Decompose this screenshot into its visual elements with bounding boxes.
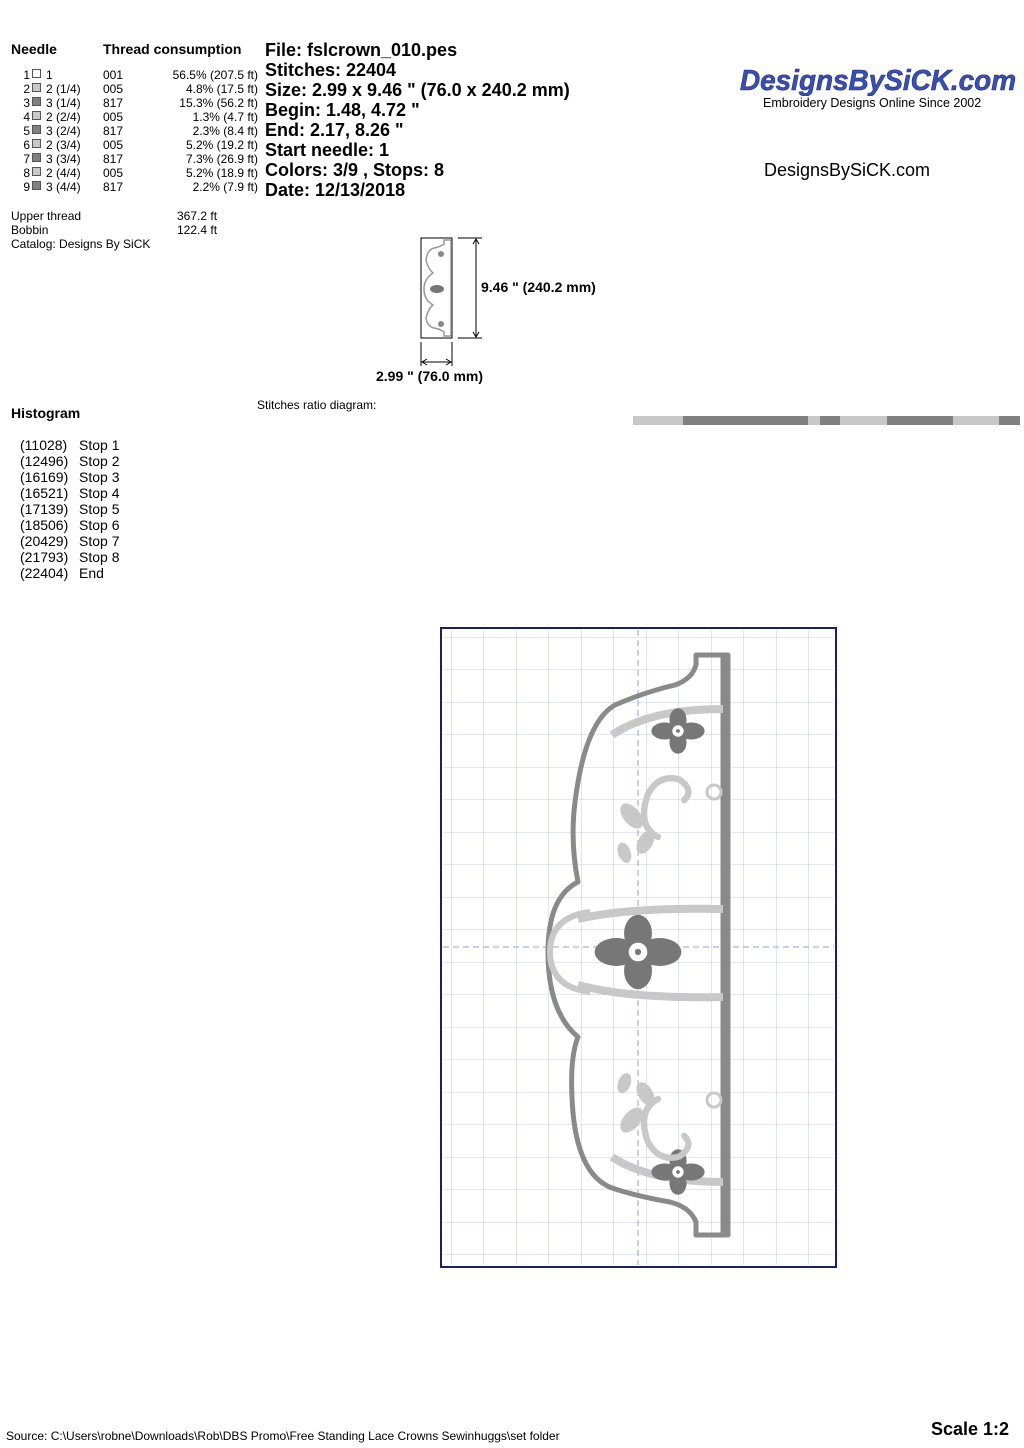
design-size: Size: 2.99 x 9.46 " (76.0 x 240.2 mm) <box>265 80 570 100</box>
thread-code: 005 <box>103 82 124 96</box>
histogram-stitch-count: (16521) <box>20 485 69 501</box>
needle-index: 2 <box>23 82 30 96</box>
height-dimension: 9.46 " (240.2 mm) <box>481 279 596 295</box>
needle-row <box>18 166 258 180</box>
ratio-segment <box>808 416 820 425</box>
histogram-row <box>20 549 119 565</box>
thread-code: 817 <box>103 152 124 166</box>
needle-index: 5 <box>23 124 30 138</box>
design-preview <box>440 627 837 1268</box>
thread-color-swatch <box>32 125 41 134</box>
needle-index: 4 <box>23 110 30 124</box>
file-info <box>265 40 570 200</box>
start-needle: Start needle: 1 <box>265 140 390 160</box>
thread-percent: 4.8% (17.5 ft) <box>185 82 258 96</box>
needle-index: 6 <box>23 138 30 152</box>
histogram-stitch-count: (20429) <box>20 533 69 549</box>
thread-code: 817 <box>103 180 124 194</box>
histogram-row <box>20 501 119 517</box>
histogram-stop-label: Stop 6 <box>79 517 120 533</box>
svg-text:DesignsBySiCK.com: DesignsBySiCK.com <box>740 65 1016 96</box>
needle-table <box>18 68 258 194</box>
colors-stops: Colors: 3/9 , Stops: 8 <box>265 160 445 180</box>
thread-percent: 56.5% (207.5 ft) <box>172 68 258 82</box>
thread-color-swatch <box>32 167 41 176</box>
needle-row <box>18 96 258 110</box>
needle-index: 3 <box>23 96 30 110</box>
needle-label: 3 (2/4) <box>46 124 81 138</box>
histogram-row <box>20 533 119 549</box>
thread-color-swatch <box>32 69 41 78</box>
design-thumbnail <box>410 232 490 372</box>
histogram-row <box>20 485 119 501</box>
ratio-segment <box>683 416 808 425</box>
file-name: File: fslcrown_010.pes <box>265 40 458 60</box>
histogram-row <box>20 437 119 453</box>
needle-index: 7 <box>23 152 30 166</box>
thread-percent: 1.3% (4.7 ft) <box>192 110 258 124</box>
histogram-stop-label: Stop 2 <box>79 453 120 469</box>
ratio-segment <box>820 416 840 425</box>
scale-label: Scale 1:2 <box>931 1419 1010 1439</box>
begin-point: Begin: 1.48, 4.72 " <box>265 100 420 120</box>
upper-thread-label: Upper thread <box>11 209 82 223</box>
histogram-stop-label: Stop 8 <box>79 549 120 565</box>
thread-percent: 15.3% (56.2 ft) <box>179 96 258 110</box>
histogram-stitch-count: (21793) <box>20 549 69 565</box>
ratio-segment <box>633 416 683 425</box>
needle-index: 8 <box>23 166 30 180</box>
thread-percent: 2.3% (8.4 ft) <box>192 124 258 138</box>
histogram-list <box>20 437 119 581</box>
thread-code: 005 <box>103 138 124 152</box>
needle-row <box>18 138 258 152</box>
thread-percent: 5.2% (19.2 ft) <box>185 138 258 152</box>
source-path: Source: C:\Users\robne\Downloads\Rob\DBS Promo\Free Standing Lace Crowns Sewinhuggs\set folder <box>6 1429 560 1443</box>
stitch-ratio-bar <box>633 416 1020 425</box>
stitch-count: Stitches: 22404 <box>265 60 397 80</box>
needle-row <box>18 68 258 82</box>
needle-label: 1 <box>46 68 53 82</box>
histogram-row <box>20 469 119 485</box>
ratio-segment <box>887 416 953 425</box>
thread-code: 005 <box>103 166 124 180</box>
thread-code: 817 <box>103 124 124 138</box>
histogram-stop-label: End <box>79 565 104 581</box>
histogram-stitch-count: (17139) <box>20 501 69 517</box>
thread-color-swatch <box>32 97 41 106</box>
ratio-segment <box>953 416 999 425</box>
bobbin-label: Bobbin <box>11 223 49 237</box>
needle-label: 2 (2/4) <box>46 110 81 124</box>
histogram-row <box>20 453 119 469</box>
needle-row <box>18 110 258 124</box>
thread-code: 005 <box>103 110 124 124</box>
thread-code: 817 <box>103 96 124 110</box>
histogram-stop-label: Stop 4 <box>79 485 120 501</box>
thread-percent: 7.3% (26.9 ft) <box>185 152 258 166</box>
histogram-stop-label: Stop 7 <box>79 533 120 549</box>
needle-label: 3 (4/4) <box>46 180 81 194</box>
brand-logo <box>736 56 1021 101</box>
brand-site-link[interactable]: DesignsBySiCK.com <box>764 160 931 180</box>
histogram-stop-label: Stop 3 <box>79 469 120 485</box>
thread-color-swatch <box>32 111 41 120</box>
histogram-stitch-count: (11028) <box>20 437 68 453</box>
histogram-title: Histogram <box>11 405 81 421</box>
catalog-label: Catalog: Designs By SiCK <box>11 237 151 251</box>
needle-index: 9 <box>23 180 30 194</box>
brand-tagline: Embroidery Designs Online Since 2002 <box>763 96 982 110</box>
thread-color-swatch <box>32 153 41 162</box>
thread-code: 001 <box>103 68 124 82</box>
needle-row <box>18 124 258 138</box>
end-point: End: 2.17, 8.26 " <box>265 120 404 140</box>
needle-label: 3 (1/4) <box>46 96 81 110</box>
needle-label: 2 (1/4) <box>46 82 81 96</box>
histogram-stop-label: Stop 1 <box>79 437 120 453</box>
design-date: Date: 12/13/2018 <box>265 180 406 200</box>
thread-consumption-header: Thread consumption <box>103 41 242 57</box>
histogram-stitch-count: (22404) <box>20 565 69 581</box>
thread-color-swatch <box>32 83 41 92</box>
histogram-stitch-count: (18506) <box>20 517 69 533</box>
needle-row <box>18 180 258 194</box>
needle-header: Needle <box>11 41 57 57</box>
thread-color-swatch <box>32 181 41 190</box>
thread-color-swatch <box>32 139 41 148</box>
upper-thread-value: 367.2 ft <box>177 209 218 223</box>
histogram-row <box>20 517 119 533</box>
ratio-segment <box>840 416 887 425</box>
needle-label: 2 (3/4) <box>46 138 81 152</box>
needle-row <box>18 82 258 96</box>
histogram-stitch-count: (16169) <box>20 469 69 485</box>
width-dimension: 2.99 " (76.0 mm) <box>376 368 484 384</box>
histogram-stop-label: Stop 5 <box>79 501 120 517</box>
ratio-segment <box>999 416 1020 425</box>
thread-percent: 5.2% (18.9 ft) <box>185 166 258 180</box>
needle-label: 2 (4/4) <box>46 166 81 180</box>
needle-label: 3 (3/4) <box>46 152 81 166</box>
histogram-stitch-count: (12496) <box>20 453 69 469</box>
brand-logo-art <box>736 56 1021 96</box>
needle-row <box>18 152 258 166</box>
histogram-row <box>20 565 119 581</box>
ratio-title: Stitches ratio diagram: <box>257 398 377 412</box>
thread-percent: 2.2% (7.9 ft) <box>192 180 258 194</box>
needle-index: 1 <box>23 68 30 82</box>
bobbin-value: 122.4 ft <box>177 223 218 237</box>
